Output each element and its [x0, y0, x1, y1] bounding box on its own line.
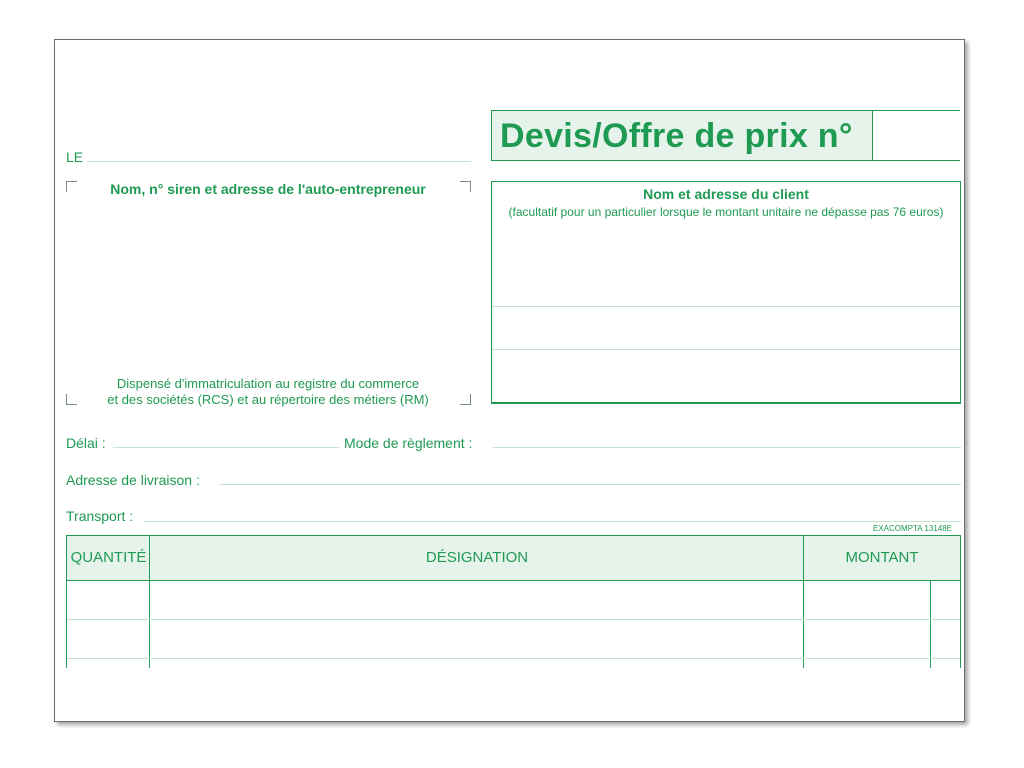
- quote-title: Devis/Offre de prix n°: [500, 117, 853, 155]
- client-rule: [492, 306, 960, 307]
- delay-label: Délai :: [66, 435, 106, 451]
- exemption-line-2: et des sociétés (RCS) et au répertoire des métiers (RM): [107, 392, 429, 407]
- delivery-field[interactable]: [219, 484, 961, 485]
- column-divider: [803, 536, 804, 668]
- table-header: [67, 536, 960, 581]
- transport-label: Transport :: [66, 508, 134, 524]
- column-divider: [149, 536, 150, 668]
- payment-label: Mode de règlement :: [344, 435, 473, 451]
- client-field[interactable]: [492, 224, 960, 402]
- client-subtitle: (facultatif pour un particulier lorsque le montant unitaire ne dépasse pas 76 euros): [508, 205, 944, 219]
- exemption-note: [55, 376, 481, 408]
- payment-field[interactable]: [493, 447, 961, 448]
- date-field[interactable]: [87, 161, 471, 162]
- cents-divider: [930, 580, 931, 668]
- column-header-quantity: QUANTITÉ: [70, 549, 147, 566]
- table-row[interactable]: [67, 619, 960, 620]
- client-title: Nom et adresse du client: [643, 186, 809, 202]
- column-header-amount: MONTANT: [845, 549, 919, 566]
- column-header-designation: DÉSIGNATION: [425, 549, 529, 566]
- items-table: [66, 535, 961, 668]
- quote-form-sheet: [54, 39, 965, 722]
- delivery-label: Adresse de livraison :: [66, 472, 200, 488]
- table-row[interactable]: [67, 658, 960, 659]
- corner-bottom-left: [66, 394, 77, 405]
- client-box: [491, 181, 961, 404]
- quote-number-field[interactable]: [872, 111, 960, 160]
- quote-title-box: [491, 110, 960, 161]
- transport-field[interactable]: [144, 521, 961, 522]
- issuer-label: Nom, n° siren et adresse de l'auto-entrepreneur: [110, 181, 426, 197]
- corner-bottom-right: [460, 394, 471, 405]
- delay-field[interactable]: [113, 447, 339, 448]
- client-rule: [492, 349, 960, 350]
- date-label: LE: [66, 149, 84, 165]
- exemption-line-1: Dispensé d'immatriculation au registre du commerce: [116, 376, 420, 391]
- product-reference: EXACOMPTA 13148E: [873, 524, 952, 533]
- issuer-field[interactable]: [76, 198, 460, 388]
